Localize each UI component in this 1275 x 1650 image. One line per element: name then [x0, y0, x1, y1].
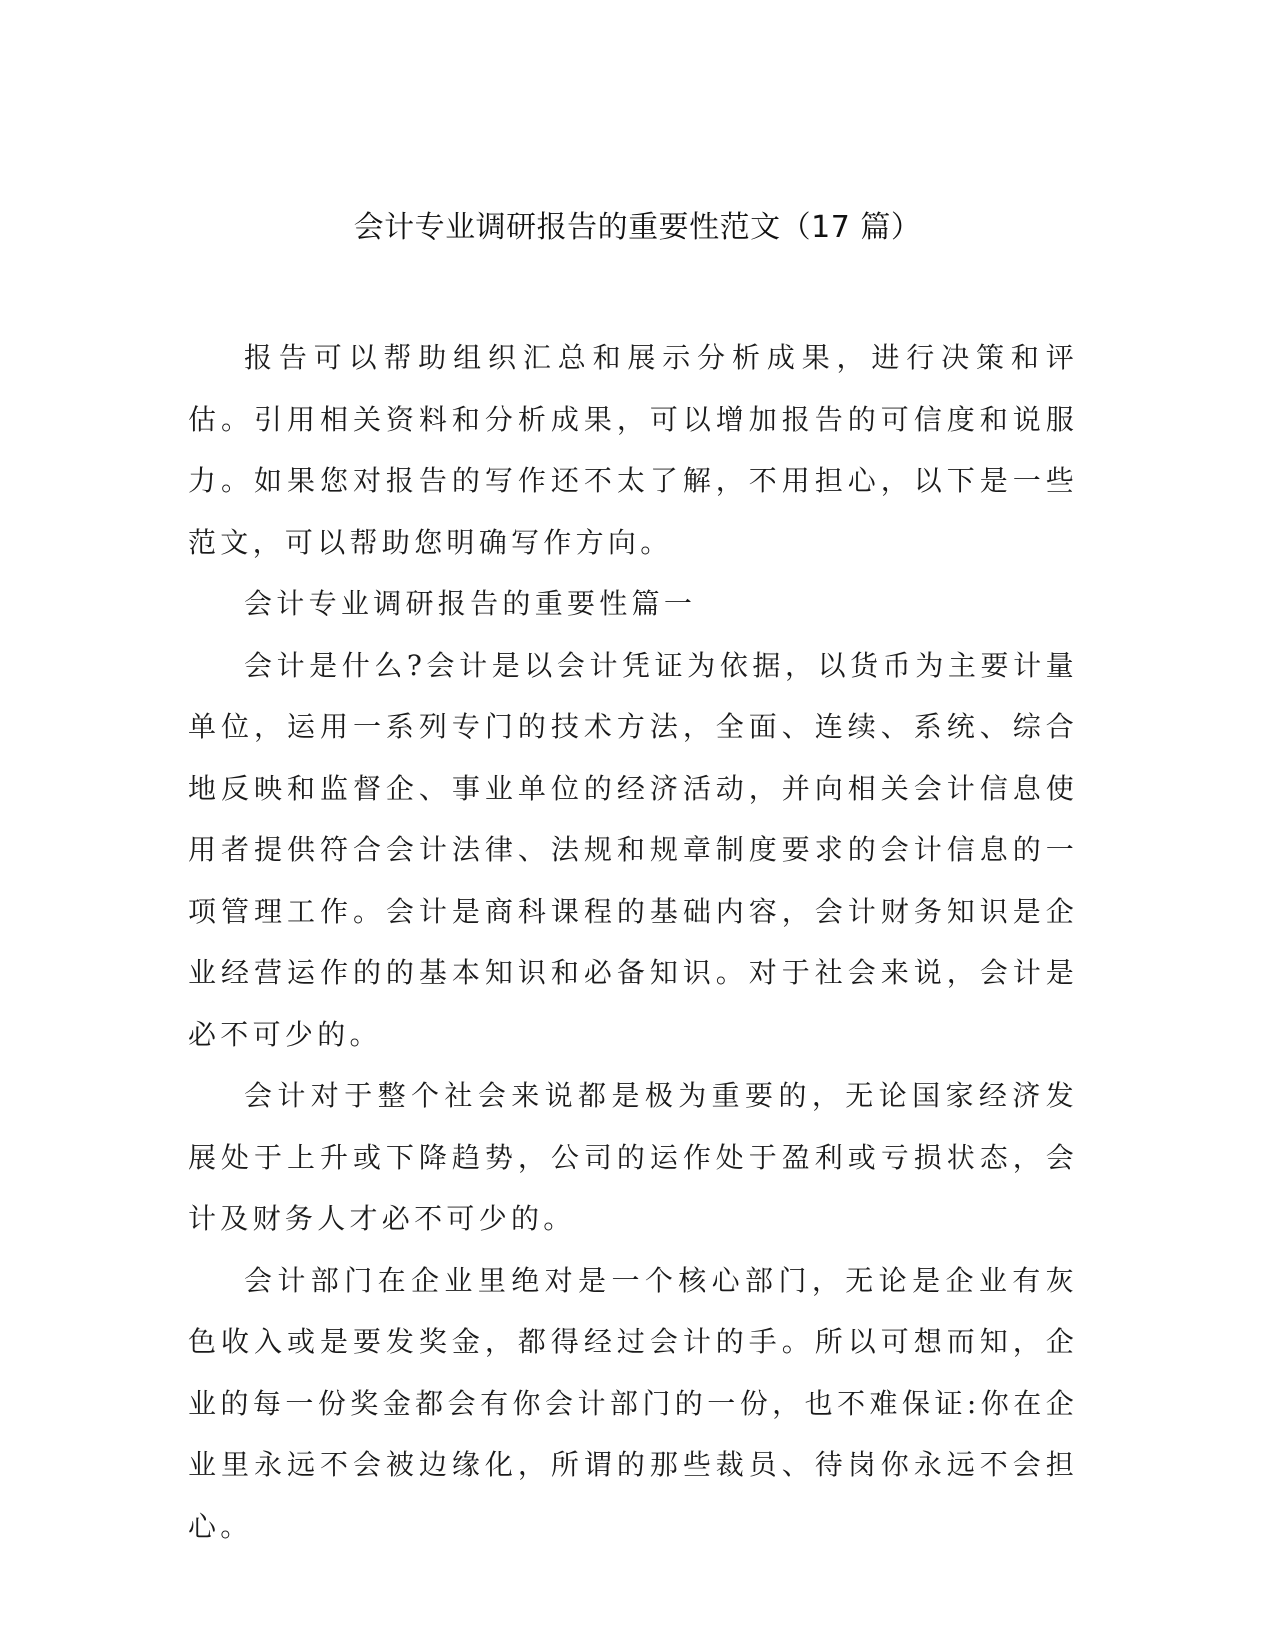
paragraph: 会计部门在企业里绝对是一个核心部门，无论是企业有灰色收入或是要发奖金，都得经过会计的手。所以可想而知，企业的每一份奖金都会有你会计部门的一份，也不难保证:你在企业里永远不会被边缘化，所谓的那些裁员、待岗你永远不会担心。 [188, 1263, 1078, 1543]
document-body [188, 327, 1078, 1557]
document-title: 会计专业调研报告的重要性范文（17 篇） [353, 210, 922, 245]
paragraph: 会计对于整个社会来说都是极为重要的，无论国家经济发展处于上升或下降趋势，公司的运作处于盈利或亏损状态，会计及财务人才必不可少的。 [188, 1079, 1078, 1235]
paragraph: 会计是什么?会计是以会计凭证为依据，以货币为主要计量单位，运用一系列专门的技术方法，全面、连续、系统、综合地反映和监督企、事业单位的经济活动，并向相关会计信息使用者提供符合会计法律、法规和规章制度要求的会计信息的一项管理工作。会计是商科课程的基础内容，会计财务知识是企业经营运作的的基本知识和必备知识。对于社会来说，会计是必不可少的。 [188, 648, 1078, 1051]
paragraph-intro: 报告可以帮助组织汇总和展示分析成果，进行决策和评估。引用相关资料和分析成果，可以增加报告的可信度和说服力。如果您对报告的写作还不太了解，不用担心，以下是一些范文，可以帮助您明确写作方向。 [188, 341, 1078, 559]
section-heading: 会计专业调研报告的重要性篇一 [244, 587, 697, 620]
